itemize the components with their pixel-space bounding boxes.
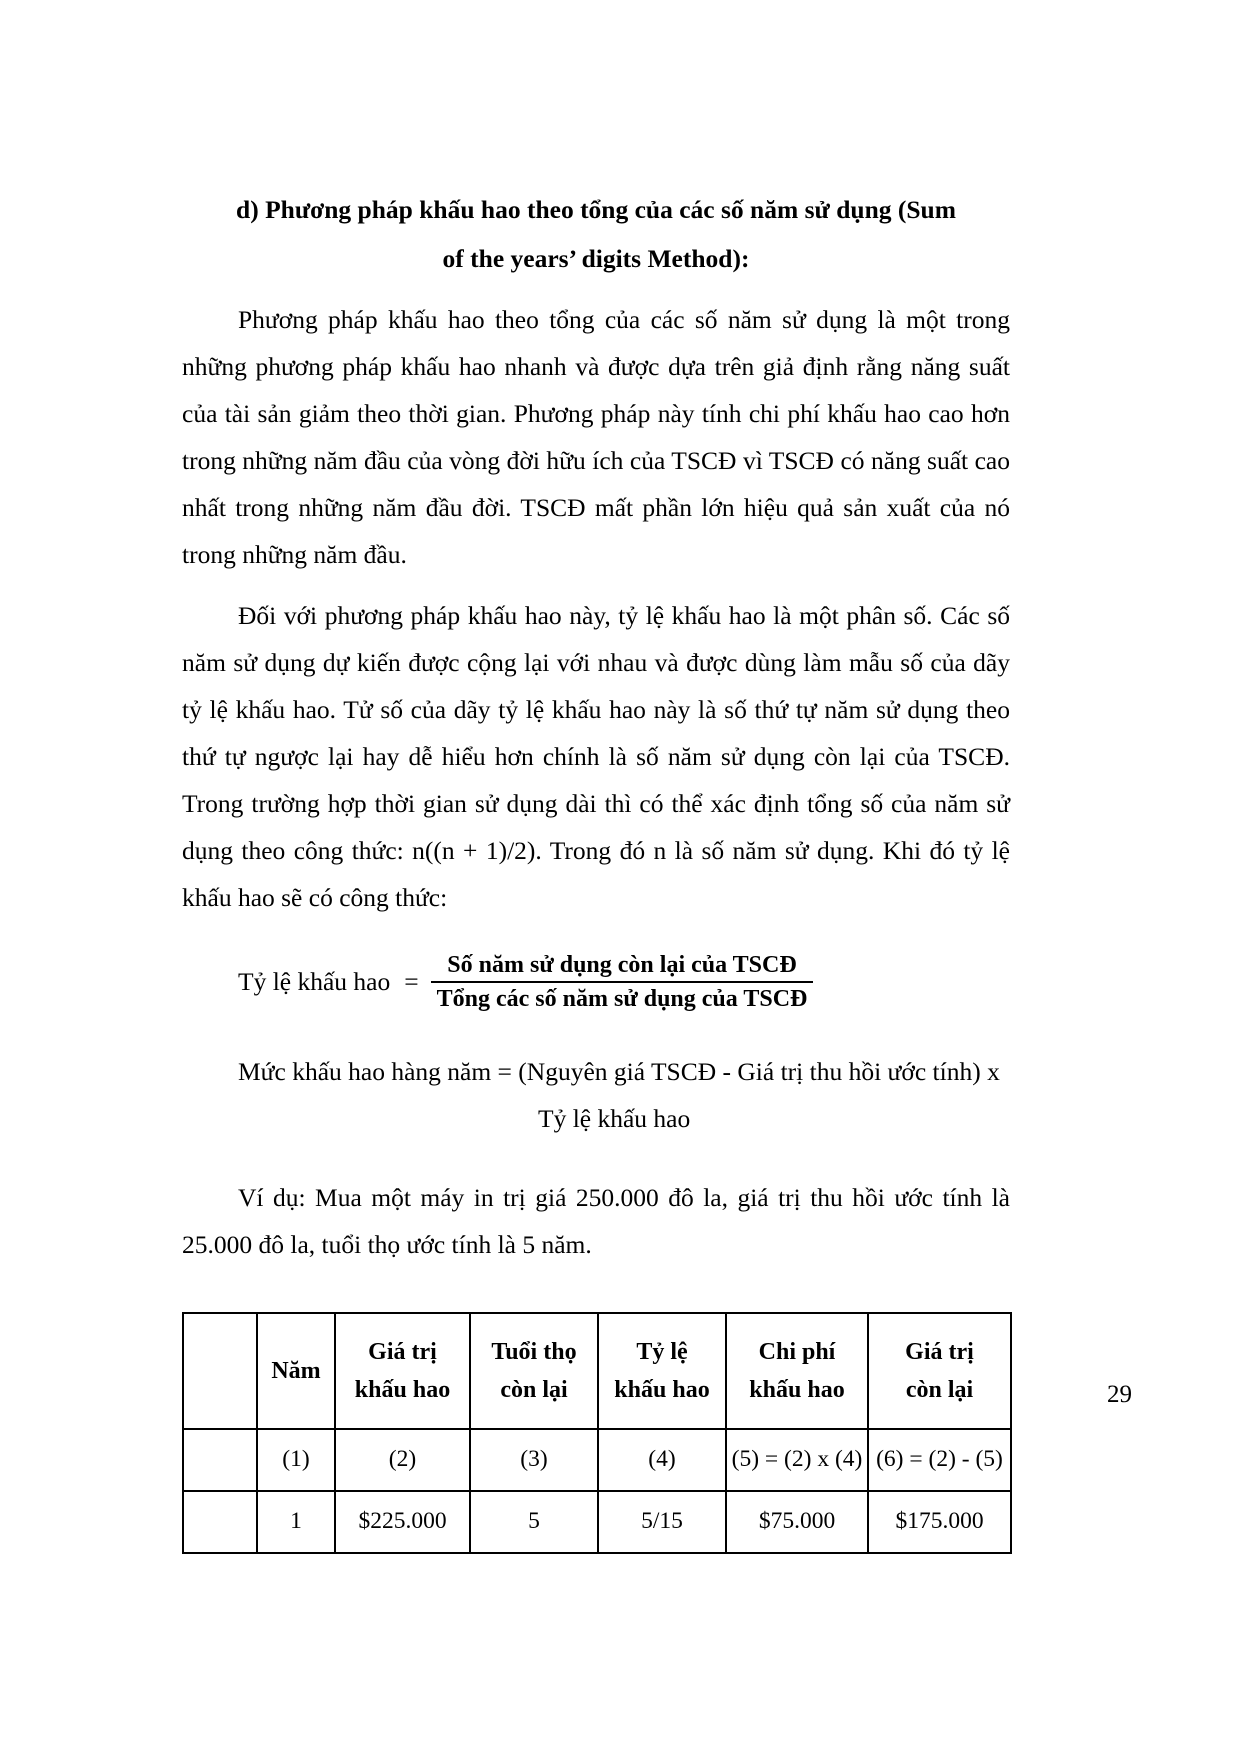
table-header-cell-gia-tri-khau-hao bbox=[335, 1313, 470, 1429]
data-cell-rate: 5/15 bbox=[598, 1491, 726, 1553]
table-header-cell-0 bbox=[183, 1313, 257, 1429]
data-cell-year: 1 bbox=[257, 1491, 335, 1553]
header-line-1: Tỷ lệ bbox=[636, 1338, 688, 1365]
ref-cell-4: (4) bbox=[598, 1429, 726, 1491]
ref-cell-5: (5) = (2) x (4) bbox=[726, 1429, 868, 1491]
header-line-1: Tuổi thọ bbox=[491, 1338, 577, 1365]
data-cell-0 bbox=[183, 1491, 257, 1553]
fraction-denominator: Tổng các số năm sử dụng của TSCĐ bbox=[431, 981, 814, 1013]
ref-cell-1: (1) bbox=[257, 1429, 335, 1491]
page-content bbox=[182, 186, 1010, 1554]
data-cell-depreciable-value: $225.000 bbox=[335, 1491, 470, 1553]
formula-annual-line-2: Tỷ lệ khấu hao bbox=[538, 1103, 691, 1133]
header-line-1: Chi phí bbox=[758, 1338, 836, 1365]
section-heading-line-2: of the years’ digits Method): bbox=[442, 244, 750, 273]
fraction-numerator: Số năm sử dụng còn lại của TSCĐ bbox=[447, 952, 797, 978]
header-line-2: khấu hao bbox=[354, 1376, 451, 1403]
formula-depreciation-rate bbox=[182, 951, 1010, 1014]
formula-rate-equals: = bbox=[404, 967, 419, 997]
header-line-1: Giá trị bbox=[905, 1338, 974, 1365]
ref-cell-3: (3) bbox=[470, 1429, 598, 1491]
data-cell-remaining-value: $175.000 bbox=[868, 1491, 1011, 1553]
table-header-cell-chi-phi-khau-hao bbox=[726, 1313, 868, 1429]
header-line-2: khấu hao bbox=[614, 1376, 710, 1403]
table-header-row bbox=[183, 1313, 1011, 1429]
table-header-cell-gia-tri-con-lai bbox=[868, 1313, 1011, 1429]
table-reference-row bbox=[183, 1429, 1011, 1491]
header-line-2: khấu hao bbox=[749, 1376, 845, 1403]
data-cell-remaining-life: 5 bbox=[470, 1491, 598, 1553]
page-number: 29 bbox=[1107, 1381, 1132, 1408]
table-row bbox=[183, 1491, 1011, 1553]
depreciation-table bbox=[182, 1312, 1012, 1554]
header-line-1: Năm bbox=[271, 1357, 321, 1384]
table-header-cell-nam bbox=[257, 1313, 335, 1429]
header-line-2: còn lại bbox=[905, 1376, 974, 1403]
formula-rate-label: Tỷ lệ khấu hao bbox=[238, 967, 391, 997]
header-line-2: còn lại bbox=[500, 1376, 568, 1403]
table-header-cell-ty-le-khau-hao bbox=[598, 1313, 726, 1429]
paragraph-2: Đối với phương pháp khấu hao này, tỷ lệ khấu hao là một phân số. Các số năm sử dụng dự kiến được cộng lại với nhau và được dùng làm mẫu số của dãy tỷ lệ khấu hao. Tử số của dãy tỷ lệ khấu hao này là số thứ tự năm sử dụng theo thứ tự ngược lại hay dễ hiểu hơn chính là số năm sử dụng còn lại của TSCĐ. Trong trường hợp thời gian sử dụng dài thì có thể xác định tổng số của năm sử dụng theo công thức: n((n + 1)/2). Trong đó n là số năm sử dụng. Khi đó tỷ lệ khấu hao sẽ có công thức: bbox=[182, 601, 1010, 912]
ref-cell-2: (2) bbox=[335, 1429, 470, 1491]
example-paragraph: Ví dụ: Mua một máy in trị giá 250.000 đô la, giá trị thu hồi ước tính là 25.000 đô la, tuổi thọ ước tính là 5 năm. bbox=[182, 1182, 1010, 1259]
fraction bbox=[431, 951, 814, 1014]
ref-cell-6: (6) = (2) - (5) bbox=[868, 1429, 1011, 1491]
ref-cell-0 bbox=[183, 1429, 257, 1491]
table-header-cell-tuoi-tho-con-lai bbox=[470, 1313, 598, 1429]
formula-annual-depreciation bbox=[182, 1048, 1010, 1142]
formula-annual-line-1: Mức khấu hao hàng năm = (Nguyên giá TSCĐ - Giá trị thu hồi ước tính) x bbox=[238, 1056, 1000, 1086]
header-line-1: Giá trị bbox=[368, 1338, 437, 1365]
paragraph-1: Phương pháp khấu hao theo tổng của các số năm sử dụng là một trong những phương pháp khấu hao nhanh và được dựa trên giả định rằng năng suất của tài sản giảm theo thời gian. Phương pháp này tính chi phí khấu hao cao hơn trong những năm đầu của vòng đời hữu ích của TSCĐ vì TSCĐ có năng suất cao nhất trong những năm đầu đời. TSCĐ mất phần lớn hiệu quả sản xuất của nó trong những năm đầu. bbox=[182, 305, 1010, 569]
data-cell-expense: $75.000 bbox=[726, 1491, 868, 1553]
section-heading-line-1: d) Phương pháp khấu hao theo tổng của các số năm sử dụng (Sum bbox=[236, 195, 956, 224]
